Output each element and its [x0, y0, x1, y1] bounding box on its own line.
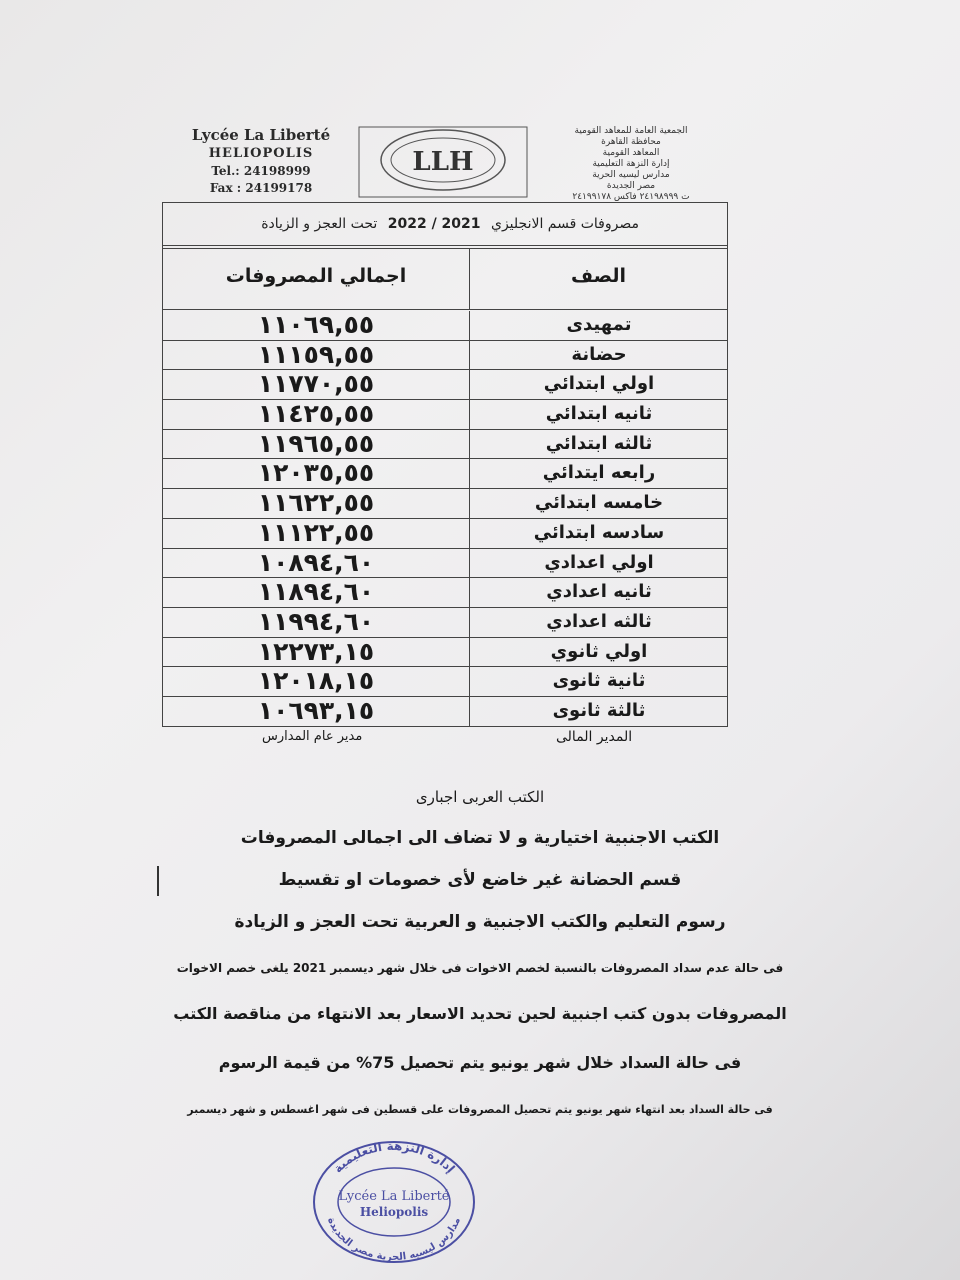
ministry-block — [536, 126, 726, 203]
class-cell: خامسه ابتدائي — [469, 489, 728, 518]
table-row — [163, 370, 727, 400]
ministry-line: محافظة القاهرة — [601, 137, 661, 147]
ministry-line: مدارس ليسيه الحرية — [592, 170, 670, 180]
note-installments: فى حالة السداد بعد انتهاء شهر يونيو يتم تحصيل المصروفات على قسطين فى شهر اغسطس و شهر ديسمبر — [187, 1103, 773, 1116]
class-cell: اولي ثانوي — [469, 638, 728, 667]
class-cell: ثالثة ثانوى — [469, 697, 728, 726]
ministry-line: الجمعية العامة للمعاهد القومية — [574, 126, 688, 136]
total-cell: ١٢٠٣٥,٥٥ — [257, 458, 375, 488]
table-row — [163, 578, 727, 608]
note-nursery: قسم الحضانة غير خاضع لأى خصومات او تقسيط — [278, 870, 682, 890]
class-cell: ثالثه اعدادي — [469, 608, 728, 637]
title-text: مصروفات قسم الانجليزي — [490, 216, 639, 232]
table-row — [163, 489, 727, 519]
class-cell: ثانية ثانوى — [469, 667, 728, 696]
title-suffix: تحت العجز و الزيادة — [261, 216, 378, 232]
total-cell: ١١٩٩٤,٦٠ — [257, 606, 375, 636]
class-cell: ثالثه ابتدائي — [469, 430, 728, 459]
school-contact-block — [166, 122, 356, 195]
finance-manager-signature: المدير المالى — [556, 729, 633, 745]
table-row — [163, 697, 727, 727]
school-stamp — [312, 1140, 476, 1264]
column-header-class: الصف — [469, 248, 727, 310]
note-tuition: رسوم التعليم والكتب الاجنبية و العربية تحت العجز و الزيادة — [234, 912, 726, 932]
note-foreign-books: الكتب الاجنبية اختيارية و لا تضاف الى اجمالى المصروفات — [240, 828, 720, 848]
total-cell: ١١٧٧٠,٥٥ — [257, 369, 375, 399]
ministry-line: ت ٢٤١٩٨٩٩٩ فاكس ٢٤١٩٩١٧٨ — [572, 192, 690, 202]
table-row — [163, 400, 727, 430]
total-cell: ١١١٥٩,٥٥ — [257, 339, 375, 369]
total-cell: ١٠٦٩٣,١٥ — [257, 695, 375, 725]
school-name: Lycée La Liberté — [191, 126, 331, 144]
table-row — [163, 638, 727, 668]
total-cell: ١١٦٢٢,٥٥ — [257, 488, 375, 518]
table-title — [163, 203, 727, 246]
class-cell: اولي اعدادي — [469, 549, 728, 578]
total-cell: ١١٤٢٥,٥٥ — [257, 399, 375, 429]
total-cell: ١١١٢٢,٥٥ — [257, 517, 375, 547]
school-logo — [358, 126, 528, 198]
table-row — [163, 430, 727, 460]
fees-table — [162, 202, 728, 727]
note-no-foreign-books: المصروفات بدون كتب اجنبية لحين تحديد الاسعار بعد الانتهاء من مناقصة الكتب — [173, 1004, 787, 1023]
table-row — [163, 311, 727, 341]
total-cell: ١١٩٦٥,٥٥ — [257, 428, 375, 458]
note-june-payment: فى حالة السداد خلال شهر يونيو يتم تحصيل 75% من قيمة الرسوم — [218, 1053, 742, 1072]
table-row — [163, 459, 727, 489]
school-fax: Fax : 24199178 — [209, 181, 313, 195]
note-siblings-discount: فى حالة عدم سداد المصروفات بالنسبة لخصم الاخوات فى خلال شهر ديسمبر 2021 يلغى خصم الاخوات — [176, 961, 784, 975]
class-cell: رابعه ايتدائي — [469, 459, 728, 488]
class-cell: ثانيه اعدادي — [469, 578, 728, 607]
class-cell: تمهيدى — [469, 311, 728, 340]
total-cell: ١٢٠١٨,١٥ — [257, 666, 375, 696]
school-tel: Tel.: 24198999 — [211, 164, 311, 178]
table-row — [163, 549, 727, 579]
table-row — [163, 667, 727, 697]
stamp-bottom-arc: مدارس ليسيه الحرية مصر الجديدة — [325, 1216, 463, 1264]
column-header-total: اجمالي المصروفات — [163, 248, 469, 310]
table-row — [163, 519, 727, 549]
class-cell: اولي ابتدائي — [469, 370, 728, 399]
total-cell: ١١٨٩٤,٦٠ — [257, 577, 375, 607]
total-cell: ١٠٨٩٤,٦٠ — [257, 547, 375, 577]
stamp-line2: Heliopolis — [359, 1205, 429, 1219]
stamp-line1: Lycée La Liberté — [338, 1189, 450, 1204]
title-year: 2022 / 2021 — [387, 216, 481, 232]
school-city: HELIOPOLIS — [208, 146, 314, 161]
table-row — [163, 608, 727, 638]
total-cell: ١٢٢٧٣,١٥ — [257, 636, 375, 666]
class-cell: حضانة — [469, 341, 728, 370]
note-arabic-books: الكتب العربى اجبارى — [415, 788, 545, 806]
ministry-line: مصر الجديدة — [606, 181, 656, 191]
total-cell: ١١٠٦٩,٥٥ — [257, 310, 375, 339]
letterhead — [166, 122, 726, 204]
logo-letters: LLH — [412, 147, 474, 177]
ministry-line: المعاهد القومية — [602, 148, 660, 158]
class-cell: سادسه ابتدائي — [469, 519, 728, 548]
stamp-top-arc: إدارة النزهة التعليمية — [330, 1140, 458, 1176]
ministry-line: إدارة النزهة التعليمية — [592, 159, 670, 169]
table-body — [163, 311, 727, 727]
class-cell: ثانيه ابتدائي — [469, 400, 728, 429]
general-manager-signature: مدير عام المدارس — [262, 729, 363, 744]
table-row — [163, 341, 727, 371]
